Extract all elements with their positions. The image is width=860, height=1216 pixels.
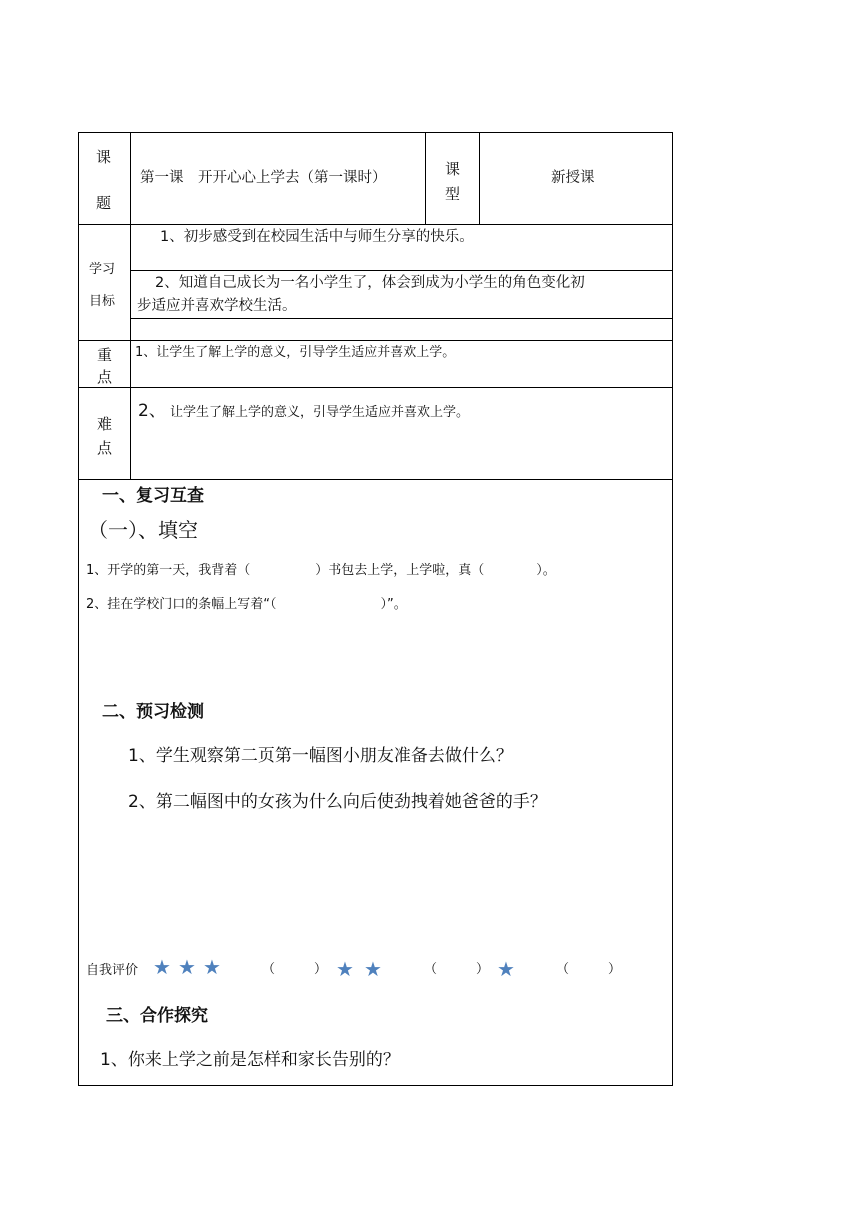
star-icon: ★ bbox=[336, 957, 354, 981]
self-eval-blank-1-star[interactable]: （ ） bbox=[556, 962, 622, 977]
type-label-char-2: 型 bbox=[445, 185, 461, 203]
row-divider-header bbox=[78, 224, 673, 225]
star-icon: ★ bbox=[497, 957, 515, 981]
row-divider-goal2 bbox=[130, 318, 673, 319]
type-label-char-1: 课 bbox=[445, 160, 461, 178]
col-divider-label bbox=[130, 132, 131, 479]
self-eval-blank-2-stars[interactable]: （ ） bbox=[424, 962, 490, 977]
star-icon: ★ bbox=[178, 955, 196, 979]
type-value: 新授课 bbox=[551, 170, 595, 186]
key-point-label-char-2: 点 bbox=[97, 368, 113, 386]
key-point-text: 1、让学生了解上学的意义，引导学生适应并喜欢上学。 bbox=[135, 345, 456, 360]
section-1-subtitle: （一）、填空 bbox=[88, 518, 198, 542]
fill-blank-question-1: 1、开学的第一天，我背着（ ）书包去上学，上学啦，真（ ）。 bbox=[86, 563, 556, 578]
goals-label-line-2: 目标 bbox=[89, 294, 116, 309]
topic-label-char-1: 课 bbox=[96, 148, 112, 166]
preview-question-1: 1、学生观察第二页第一幅图小朋友准备去做什么？ bbox=[128, 746, 513, 766]
col-divider-type bbox=[479, 132, 480, 224]
goal-item-2-line-2: 步适应并喜欢学校生活。 bbox=[137, 298, 297, 314]
row-divider-key bbox=[78, 387, 673, 388]
section-1-title: 一、复习互查 bbox=[102, 486, 204, 506]
star-icon: ★ bbox=[364, 957, 382, 981]
self-eval-blank-3-stars[interactable]: （ ） bbox=[262, 962, 328, 977]
star-icon: ★ bbox=[153, 955, 171, 979]
difficult-text: 让学生了解上学的意义，引导学生适应并喜欢上学。 bbox=[170, 405, 470, 420]
star-icon: ★ bbox=[203, 955, 221, 979]
col-divider-topic bbox=[425, 132, 426, 224]
topic-value: 第一课 开开心心上学去（第一课时） bbox=[140, 170, 387, 186]
self-eval-label: 自我评价 bbox=[86, 963, 139, 978]
cooperation-question-1: 1、你来上学之前是怎样和家长告别的？ bbox=[100, 1050, 400, 1070]
difficult-label-char-2: 点 bbox=[97, 439, 113, 457]
fill-blank-question-2: 2、挂在学校门口的条幅上写着“（ ）”。 bbox=[86, 597, 407, 612]
topic-label-char-2: 题 bbox=[96, 194, 112, 212]
goal-item-1: 1、初步感受到在校园生活中与师生分享的快乐。 bbox=[160, 229, 474, 245]
row-divider-difficult bbox=[78, 479, 673, 480]
section-2-title: 二、预习检测 bbox=[102, 702, 204, 722]
difficult-number: 2、 bbox=[138, 401, 166, 421]
preview-question-2: 2、第二幅图中的女孩为什么向后使劲拽着她爸爸的手？ bbox=[128, 792, 547, 812]
difficult-label-char-1: 难 bbox=[97, 415, 113, 433]
section-3-title: 三、合作探究 bbox=[106, 1006, 208, 1026]
row-divider-goal1 bbox=[130, 270, 673, 271]
goals-label-line-1: 学习 bbox=[89, 262, 116, 277]
key-point-label-char-1: 重 bbox=[97, 346, 113, 364]
goal-item-2-line-1: 2、知道自己成长为一名小学生了，体会到成为小学生的角色变化初 bbox=[155, 275, 585, 291]
row-divider-goals-end bbox=[78, 340, 673, 341]
